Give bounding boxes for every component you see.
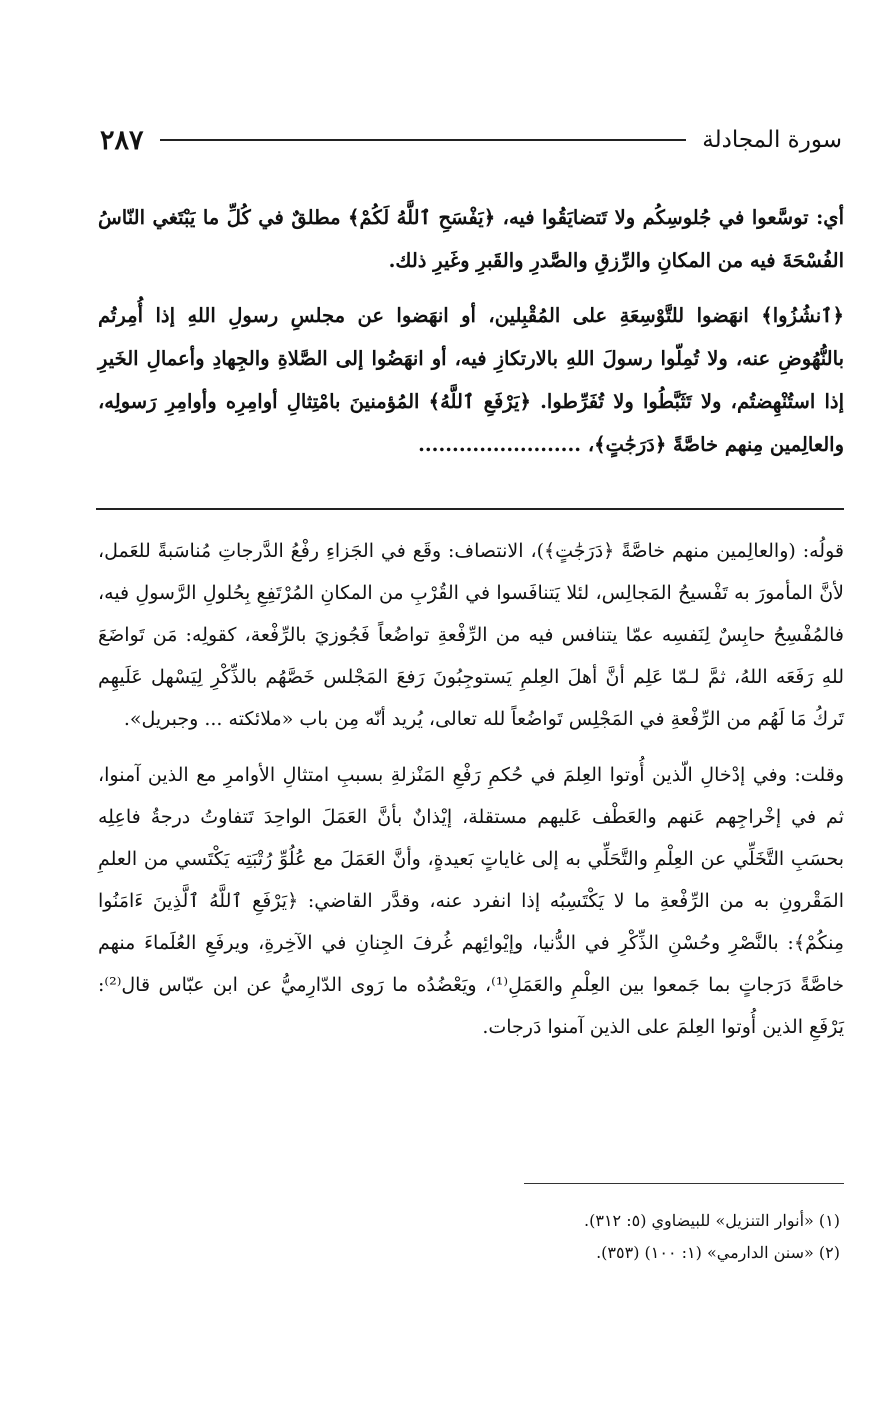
commentary-text (98, 530, 844, 1048)
footnote-separator (524, 1183, 844, 1184)
footnote: (٢) «سنن الدارمي» (١: ١٠٠) (٣٥٣). (596, 1243, 840, 1262)
header-rule (160, 139, 687, 141)
page-header (100, 118, 842, 162)
commentary-paragraph: قولُه: (والعالِمين منهم خاصَّةً ﴿دَرَجَٰتٍ﴾)، الانتصاف: وقَع في الجَزاءِ رفْعُ الدَّرجاتِ مُناسَبةً للعَمل، لأنَّ المأمورَ به تَفْسيحُ المَجالِس، لئلا يَتنافَسوا في القُرْبِ من المكانِ المُرْتَفِعِ بِحُلولِ الرَّسولِ فيه، فالمُفْسِحُ حابِسٌ لِنَفسِه عمّا يتنافس فيه من الرِّفْعةِ تواضُعاً فَجُوزيَ بالرِّفْعة، كقولِه: مَن تَواضَعَ للهِ رَفَعَه اللهُ، ثمَّ لـمّا عَلِم أنَّ أهلَ العِلمِ يَستوجِبُونَ رَفعَ المَجْلس خَصَّهُم بالذِّكْرِ لِيَسْهل عَلَيهِم تَركُ مَا لَهُم من الرِّفْعةِ في المَجْلِس تَواضُعاً لله تعالى، يُريد أنّه مِن باب «ملائكته ... وجبريل». (98, 540, 844, 730)
main-text-paragraph: أي: توسَّعوا في جُلوسِكُم ولا تَتضايَقُوا فيه، ﴿يَفْسَحِ ٱللَّهُ لَكُمْ﴾ مطلقٌ في كُلِّ ما يَبْتَغي النّاسُ الفُسْحَةَ فيه من المكانِ والرِّزقِ والصَّدرِ والقَبرِ وغَيرِ ذلك. (98, 206, 844, 272)
footnotes (300, 1205, 840, 1269)
commentary-paragraph: وقلت: وفي إدْخالِ الّذين أُوتوا العِلمَ في حُكمِ رَفْعِ المَنْزلةِ بسببِ امتثالِ الأوامرِ مع الذين آمنوا، ثم في إخْراجِهم عَنهم والعَطْف عَليهم مستقلة، إيْذانٌ بأنَّ العَمَلَ الواحِدَ تَتفاوتُ درجةُ فاعِلِه بحسَبِ التَّخَلِّي عن العِلْمِ والتَّحَلِّي به إلى غاياتٍ بَعيدةٍ، وأنَّ العَمَلَ مع عُلُوِّ رُتْبَتِه يَكْتَسي من العلمِ المَقْرونِ به من الرِّفْعةِ ما لا يَكْتَسِبُه إذا انفرد عنه، وقدَّر القاضي: ﴿يَرْفَعِ ٱللَّهُ ٱلَّذِينَ ءَامَنُوا مِنكُمْ﴾: بالنَّصْرِ وحُسْنِ الذِّكْرِ في الدُّنيا، وإيْوائِهم غُرفَ الجِنانِ في الآخِرةِ، ويرفَعِ العُلَماءَ منهم خاصَّةً دَرَجاتٍ بما جَمعوا بين العِلْمِ والعَمَلِ⁽¹⁾، ويَعْضُدُه ما رَوى الدّارِميُّ عن ابن عبّاس قال⁽²⁾: يَرْفَعِ الذين أُوتوا العِلمَ على الذين آمنوا دَرجات. (98, 764, 844, 1038)
footnote: (١) «أنوار التنزيل» للبيضاوي (٥: ٣١٢). (584, 1211, 840, 1230)
main-text-paragraph: ﴿ٱنشُزُوا﴾ انهَضوا للتَّوْسِعَةِ على المُقْبِلين، أو انهَضوا عن مجلسِ رسولِ اللهِ إذا أُمِرتُم بالنُّهُوضِ عنه، ولا تُمِلّوا رسولَ اللهِ بالارتكازِ فيه، أو انهَضُوا إلى الصَّلاةِ والجِهادِ وأعمالِ الخَيرِ إذا استُنْهِضتُم، ولا تَثَبَّطُوا ولا تُفَرِّطوا. ﴿يَرْفَعِ ٱللَّهُ﴾ المُؤمنينَ بامْتِثالِ أوامِرِه وأوامِرِ رَسولِه، والعالِمين مِنهم خاصَّةً ﴿دَرَجَٰتٍ﴾، ........................ (98, 304, 844, 456)
page-number: ٢٨٧ (100, 124, 144, 156)
section-divider (96, 508, 844, 510)
surah-title: سورة المجادلة (702, 127, 842, 153)
main-text (98, 196, 844, 466)
